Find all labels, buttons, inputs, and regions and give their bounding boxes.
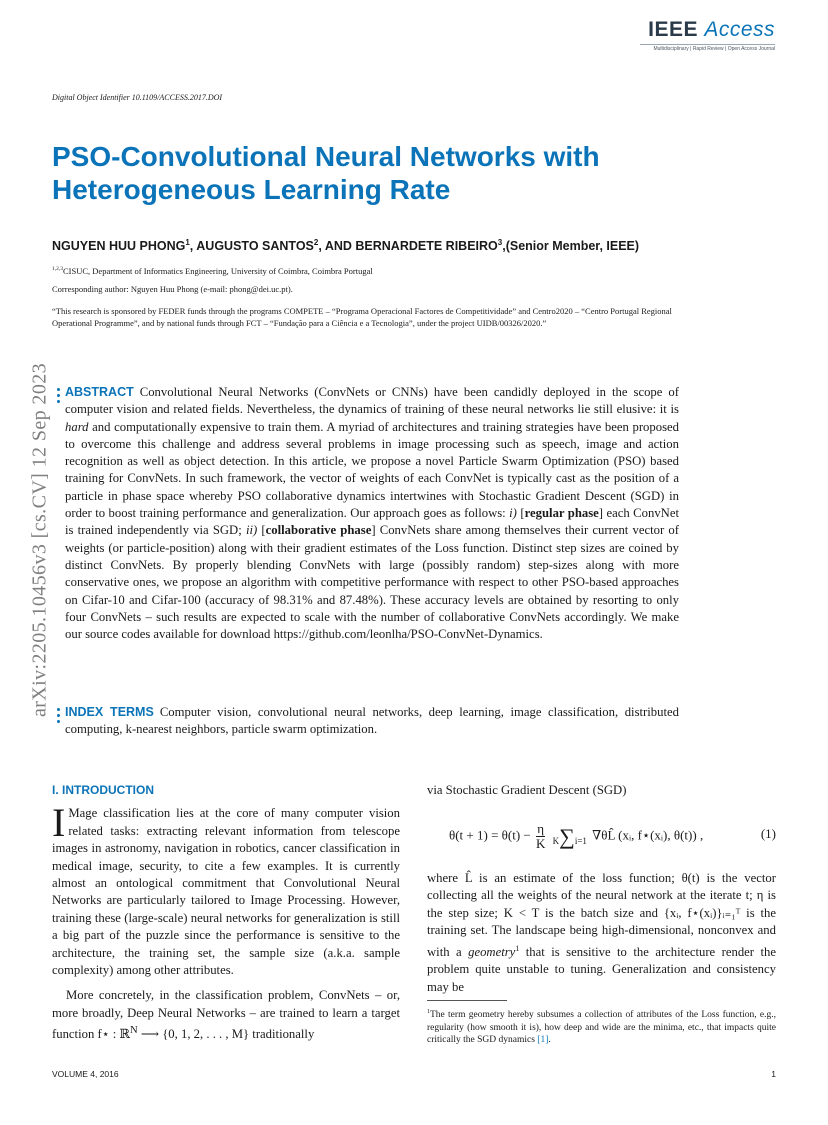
author-1-sup: 1 [185,238,190,247]
paper-title: PSO-Convolutional Neural Networks with Heterogeneous Learning Rate [52,141,600,205]
right-column-lead: via Stochastic Gradient Descent (SGD) [427,783,627,797]
affiliation-sup: 1,2,3 [52,266,63,273]
logo-rule [640,44,775,45]
abstract-text-1: Convolutional Neural Networks (ConvNets or CNNs) have been candidly deployed in the scope of computer vision and related fields. Nevertheless, the dynamics of training of these neural networks lie still elusive: it is [65,385,679,417]
intro-paragraph-2 [52,987,400,1043]
author-list: NGUYEN HUU PHONG$^1$, AUGUSTO SANTOS$^2$, AND BERNARDETE RIBEIRO$^3$,(Senior Member, IEEE) [52,238,640,254]
footnote-sup: 1 [427,1009,430,1015]
abstract-em-ii: ii) [245,523,258,538]
journal-logo [640,18,775,52]
equation-lhs: θ(t + 1) = θ(t) − [449,827,531,843]
abstract-em-i: i) [509,506,517,521]
author-3-sup: 3 [497,238,503,247]
equation-1 [427,810,776,860]
abstract-dots [57,388,60,406]
index-terms-dots [57,708,60,726]
abstract-text-5: [ [257,523,266,538]
sigma-icon: ∑ [559,823,575,849]
equation-fraction-den: K [536,836,546,851]
footer-volume: VOLUME 4, 2016 [52,1069,119,1079]
footnote-end: . [548,1035,551,1046]
footnote [427,1006,776,1047]
abstract-collaborative-phase: collaborative phase [265,523,372,538]
footnote-citation-link[interactable]: [1] [537,1035,549,1046]
equation-number: (1) [760,826,776,841]
corresponding-author: Corresponding author: Nguyen Huu Phong (e-mail: phong@dei.uc.pt). [52,284,293,294]
right-body-em-geometry: geometry [468,944,516,959]
intro-math-sup: N [130,1025,138,1037]
affiliation [52,266,373,276]
footnote-text: The term geometry hereby subsumes a collection of attributes of the Loss function, e.g., regularity (how smooth it is), how deep and wide are the minima, etc., that impacts quite critically the SGD dynamics [427,1010,776,1046]
abstract-text-4: ] each ConvNet is trained independently via SGD; [65,506,679,538]
abstract [65,384,679,643]
intro-math-target: ⋆ : ℝ [101,1027,131,1042]
abstract-text-2: and computationally expensive to train them. A myriad of architectures and training strategies have been proposed to overcome this challenge and address several problems in image processing such as speech, image and action recognition as well as object detection. In this article, we propose a novel Particle Swarm Optimization (PSO) based training for ConvNets. In such framework, the vector of weights of each ConvNet is typically cast as the position of a particle in phase space whereby PSO collaborative dynamics intertwines with Stochastic Gradient Descent (SGD) in order to boost training performance and generalization. Our approach goes as follows: [65,419,679,521]
abstract-em-hard: hard [65,419,89,434]
index-terms-label: INDEX TERMS [65,705,154,719]
right-body-text-1: where L̂ is an estimate of the loss function; θ(t) is the vector collecting all the weights of the neural network at the iterate t; η is the step size; K < T is the batch size and {xᵢ, f⋆(xᵢ)}ᵢ₌₁ᵀ is the training set. The landscape being high-dimensional, nonconvex and with a [427,871,776,959]
footer-page-number: 1 [771,1069,776,1079]
author-1: NGUYEN HUU PHONG [52,239,186,254]
logo-ieee: IEEE [648,18,698,41]
equation-fraction-num: η [537,821,545,836]
logo-wordmark [640,18,775,42]
intro-paragraph-2-tail: ⟶ {0, 1, 2, . . . , M} traditionally [137,1027,315,1042]
intro-paragraph-1 [52,800,400,979]
introduction-column [52,782,400,1044]
funding-note: “This research is sponsored by FEDER funds through the programs COMPETE – “Programa Operacional Factores de Competitividade” and Centro2020 – “Centro Portugal Regional Operational Programme”, and by national funds through FCT – “Fundação para a Ciência e a Tecnologia”, under the project UIDB/00326/2020.” [52,306,672,328]
equation-sum-bottom: i=1 [574,835,587,846]
intro-paragraph-1-text: Mage classification lies at the core of many computer vision related tasks: extracting relevant information from telescope images in astronomy, navigation in robotics, cancer classification in medical image, security, to cite a few examples. It is currently almost an ontological commitment that Convolutional Neural Networks are particularly tailored to Image Processing. However, training these (large-scale) neural networks for generalization is still a big part of the puzzle since the performance is sensitive to the architecture, the training set, the sample size (a.k.a. sample complexity) among other attributes. [52,806,400,978]
equation-sum-top: K [552,835,560,846]
logo-tagline: Multidisciplinary | Rapid Review | Open Access Journal [653,46,775,52]
section-heading-introduction: I. INTRODUCTION [52,783,154,797]
logo-access: Access [704,18,775,41]
author-2-sup: 2 [313,238,319,247]
author-3-suffix: ,(Senior Member, IEEE) [502,239,640,254]
abstract-text-6: ] ConvNets share among themselves their current vector of weights (or particle-position) along with their gradient estimates of the Loss function. Distinct step sizes are coined by distinct ConvNets. By properly blending ConvNets with large (possibly random) step-sizes along with more conservative ones, we propose an algorithm with competitive performance with respect to other PSO-based approaches on Cifar-10 and Cifar-100 (accuracy of 98.31% and 87.48%). These accuracy levels are obtained by resorting to only four ConvNets – such results are expected to scale with the number of collaborative ConvNets accordingly. We make our source codes available for download https://github.com/leonlha/PSO-ConvNet-Dynamics. [65,523,679,642]
footnote-rule [427,1000,507,1001]
right-body-text-2: that is sensitive to the architecture render the problem quite unstable to tuning. Generalization and consistency may be [427,944,776,994]
intro-dropcap: I [52,800,66,846]
abstract-label: ABSTRACT [65,385,134,399]
intro-paragraph-2-text: More concretely, in the classification problem, ConvNets – or, more broadly, Deep Neural Networks – are trained to learn a target function f [52,988,400,1042]
abstract-regular-phase: regular phase [524,506,599,521]
author-2: AUGUSTO SANTOS [196,239,314,254]
index-terms [65,704,679,739]
right-column-body [427,870,776,996]
equation-body [449,822,703,851]
equation-sum [552,823,587,849]
equation-rhs: ∇θL̂ (xᵢ, f⋆(xᵢ), θ(t)) , [592,827,704,843]
index-terms-text: Computer vision, convolutional neural networks, deep learning, image classification, distributed computing, k-nearest neighbors, particle swarm optimization. [65,705,679,737]
arxiv-stamp: arXiv:2205.10456v3 [cs.CV] 12 Sep 2023 [28,362,51,718]
author-3: AND BERNARDETE RIBEIRO [324,239,498,254]
abstract-text-3: [ [516,506,525,521]
doi-line: Digital Object Identifier 10.1109/ACCESS.2017.DOI [52,93,223,102]
equation-fraction [536,822,545,851]
affiliation-text: CISUC, Department of Informatics Engineering, University of Coimbra, Coimbra Portugal [63,266,373,276]
footnote-marker[interactable]: 1 [515,943,520,953]
